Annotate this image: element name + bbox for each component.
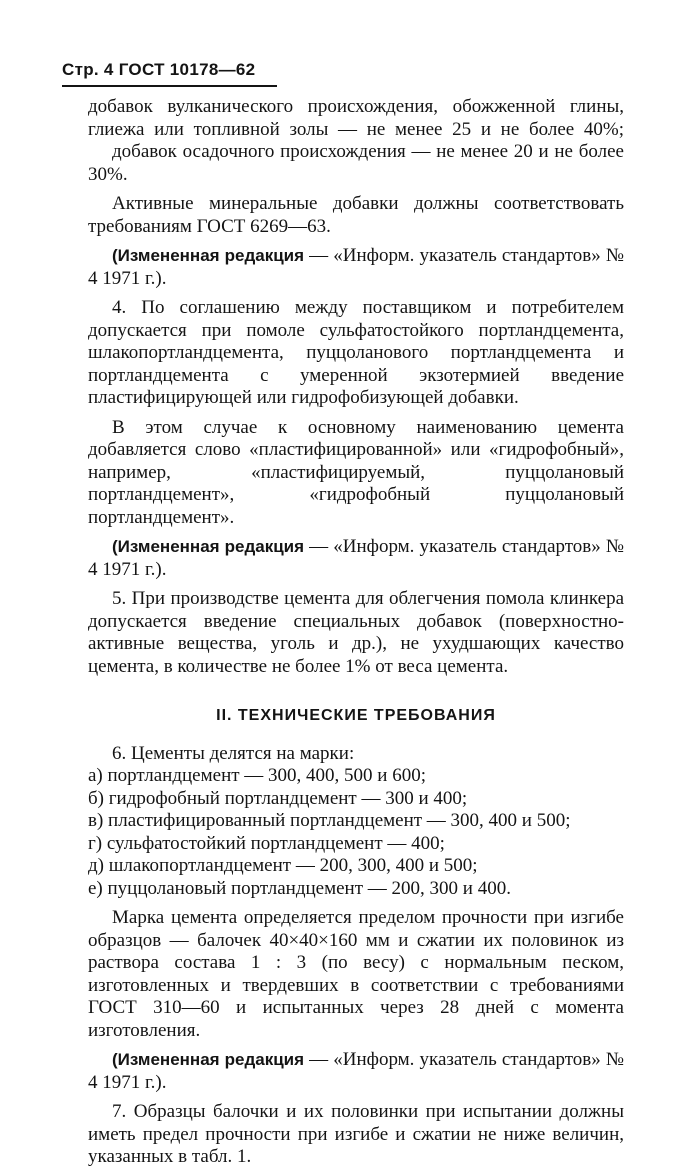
list-item: а) портландцемент — 300, 400, 500 и 600;	[88, 765, 426, 786]
text-line: добавок вулканического происхождения, обожженной глины,	[88, 96, 624, 117]
grades-list	[88, 765, 624, 900]
paragraph-volcanic-additives	[88, 96, 624, 141]
header-rule	[62, 85, 277, 87]
change-note	[88, 245, 624, 290]
change-note	[88, 536, 624, 581]
list-item: б) гидрофобный портландцемент — 300 и 400;	[88, 787, 468, 809]
change-label: (Измененная редакция	[112, 1050, 305, 1069]
list-item: д) шлакопортландцемент — 200, 300, 400 и 500;	[88, 855, 478, 876]
change-text: — «Информ. указатель стандартов» № 4 1971 г.).	[88, 245, 624, 289]
document-body	[88, 96, 624, 1169]
list-item: в) пластифицированный портландцемент — 300, 400 и 500;	[88, 810, 571, 831]
paragraph-naming: В этом случае к основному наименованию цемента добавляется слово «пластифицированной» или «гидрофобный», например, «пластифицируемый, пуццолановый портландцемент», «гидрофобный пуццолановый портландцемент».	[88, 416, 624, 528]
change-note	[88, 1049, 624, 1094]
list-item: е) пуццолановый портландцемент — 200, 300 и 400.	[88, 877, 511, 899]
text-line: глиежа или топливной золы — не менее 25 и не более 40%;	[88, 118, 624, 140]
change-label: (Измененная редакция	[112, 537, 305, 556]
page-header: Стр. 4 ГОСТ 10178—62	[62, 60, 256, 79]
paragraph-6: 6. Цементы делятся на марки:	[112, 742, 355, 764]
paragraph-5: 5. При производстве цемента для облегчения помола клинкера допускается введение специальных добавок (поверхностно-активные вещества, уголь и др.), не ухудшающих качество цемента, в количестве не более 1% от веса цемента.	[88, 588, 624, 677]
paragraph-sedimentary-additives: добавок осадочного происхождения — не менее 20 и не более 30%.	[88, 141, 624, 185]
section-title: II. ТЕХНИЧЕСКИЕ ТРЕБОВАНИЯ	[216, 707, 496, 724]
paragraph-4: 4. По соглашению между поставщиком и потребителем допускается при помоле сульфатостойкого портландцемента, шлакопортландцемента, пуццоланового портландцемента и портландцемента с умеренной экзотермией введение пластифицирующей или гидрофобизующей добавки.	[88, 297, 624, 408]
paragraph-grade-definition: Марка цемента определяется пределом прочности при изгибе образцов — балочек 40×40×160 мм и сжатии их половинок из раствора состава 1 : 3 (по весу) с нормальным песком, изготовленных и твердевших в соответствии с требованиями ГОСТ 310—60 и испытанных через 28 дней с момента изготовления.	[88, 907, 624, 1041]
change-text: — «Информ. указатель стандартов» № 4 1971 г.).	[88, 1049, 624, 1093]
change-label: (Измененная редакция	[112, 246, 305, 265]
list-item: г) сульфатостойкий портландцемент — 400;	[88, 832, 445, 854]
change-text: — «Информ. указатель стандартов» № 4 1971 г.).	[88, 536, 624, 580]
paragraph-active-additives: Активные минеральные добавки должны соответствовать требованиям ГОСТ 6269—63.	[88, 193, 624, 237]
paragraph-7: 7. Образцы балочки и их половинки при испытании должны иметь предел прочности при изгибе и сжатии не ниже величин, указанных в табл. 1.	[88, 1101, 624, 1167]
